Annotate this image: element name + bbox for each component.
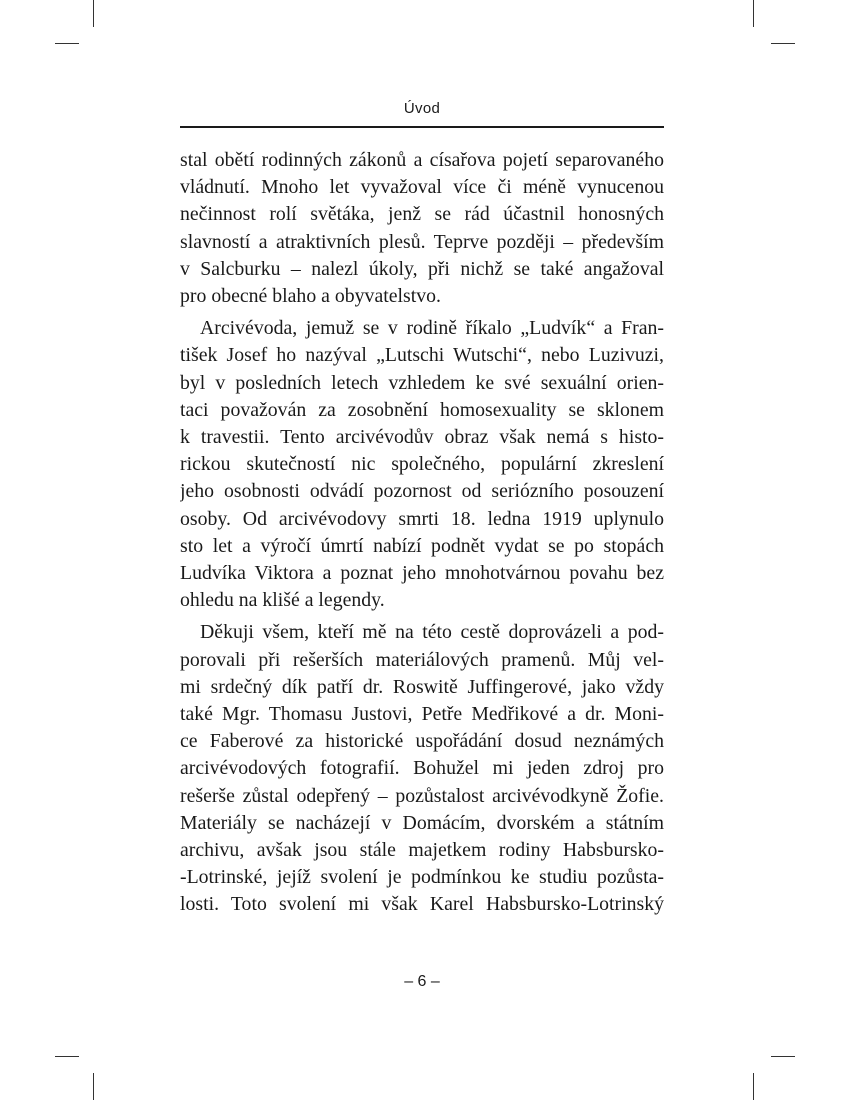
text-line: vládnutí. Mnoho let vyvažoval více či méně vynucenou [180,176,664,199]
text-line: -Lotrinské, jejíž svolení je podmínkou ke studiu pozůsta- [180,866,664,889]
crop-mark-bottom-right-vertical [753,1073,754,1100]
text-line: slavností a atraktivních plesů. Teprve později – především [180,230,664,253]
text-line: Ludvíka Viktora a poznat jeho mnohotvárnou povahu bez [180,562,664,585]
text-line: arcivévodových fotografií. Bohužel mi jeden zdroj pro [180,757,664,780]
text-line: také Mgr. Thomasu Justovi, Petře Medřikové a dr. Moni- [180,703,664,726]
text-line: porovali při rešerších materiálových pramenů. Můj vel- [180,648,664,671]
crop-mark-top-left-horizontal [55,43,79,44]
text-line: tišek Josef ho nazýval „Lutschi Wutschi“, nebo Luzivuzi, [180,344,664,367]
text-line: ce Faberové za historické uspořádání dosud neznámých [180,730,664,753]
text-line: stal obětí rodinných zákonů a císařova pojetí separovaného [180,149,664,171]
text-line: rickou skutečností nic společného, populární zkreslení [180,453,664,476]
text-line: mi srdečný dík patří dr. Roswitě Juffingerové, jako vždy [180,675,664,698]
text-line: sto let a výročí úmrtí nabízí podnět vydat se po stopách [180,534,664,557]
text-line: byl v posledních letech vzhledem ke své sexuální orien- [180,371,664,394]
crop-mark-bottom-right-horizontal [771,1056,795,1057]
crop-mark-top-right-vertical [753,0,754,27]
text-line: Materiály se nacházejí v Domácím, dvorském a státním [180,811,664,834]
running-head: Úvod [403,100,441,117]
paragraph-3 [180,619,664,918]
text-line: taci považován za zosobnění homosexuality se sklonem [180,398,664,421]
paragraph-2 [180,315,664,614]
page-number: – 6 – [404,973,440,990]
crop-mark-bottom-left-horizontal [55,1056,79,1057]
paragraph-1 [180,147,664,310]
header-rule [180,126,664,128]
text-line: osoby. Od arcivévodovy smrti 18. ledna 1919 uplynulo [180,507,664,530]
crop-mark-top-right-horizontal [771,43,795,44]
text-line: v Salcburku – nalezl úkoly, při nichž se také angažoval [180,257,664,280]
text-line: archivu, avšak jsou stále majetkem rodiny Habsbursko- [180,839,664,862]
text-line: ohledu na klišé a legendy. [180,589,385,612]
text-line: Děkuji všem, kteří mě na této cestě doprovázeli a pod- [200,621,664,644]
body-text [180,147,664,919]
text-line: Arcivévoda, jemuž se v rodině říkalo „Ludvík“ a Fran- [200,317,664,340]
text-line: k travestii. Tento arcivévodův obraz však nemá s histo- [180,426,664,449]
text-line: jeho osobnosti odvádí pozornost od seriózního posouzení [180,480,664,503]
text-line: rešerše zůstal odepřený – pozůstalost arcivévodkyně Žofie. [180,784,664,807]
text-line: nečinnost rolí světáka, jenž se rád účastnil honosných [180,203,664,226]
text-line: pro obecné blaho a obyvatelstvo. [180,285,441,308]
text-line: losti. Toto svolení mi však Karel Habsbursko-Lotrinský [180,893,664,916]
crop-mark-bottom-left-vertical [93,1073,94,1100]
crop-mark-top-left-vertical [93,0,94,27]
